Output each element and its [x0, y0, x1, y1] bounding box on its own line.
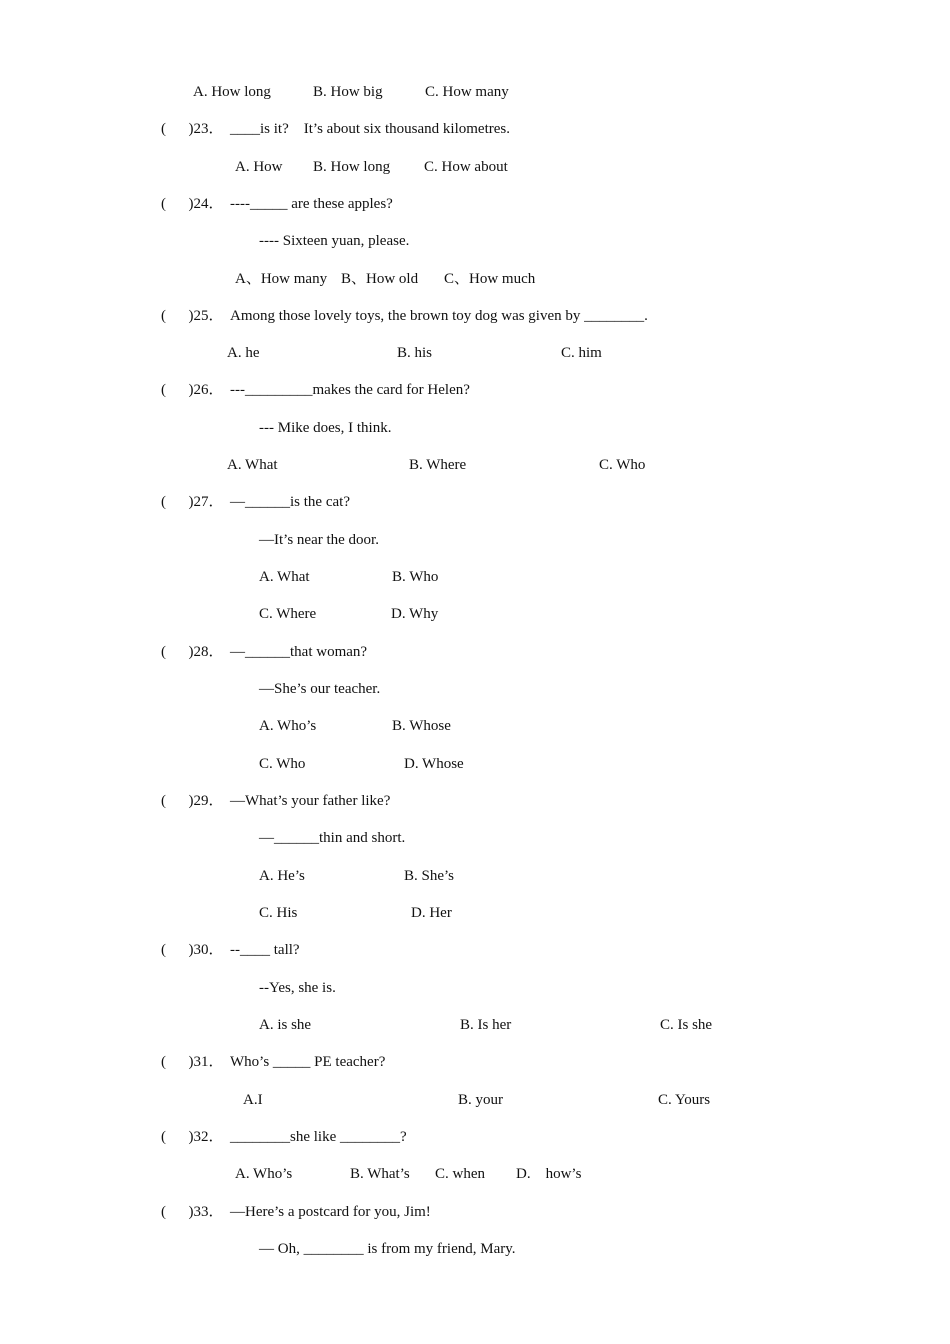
q33-answer-paren: ( )33．	[161, 1204, 224, 1220]
q24-option-b: B、How old	[341, 271, 419, 287]
q32-stem: ________she like ________?	[230, 1129, 407, 1145]
q23-stem: ____is it? It’s about six thousand kilometres.	[230, 121, 510, 137]
q31-stem: Who’s _____ PE teacher?	[230, 1054, 386, 1070]
q33-answer-line: — Oh, ________ is from my friend, Mary.	[259, 1241, 516, 1257]
q26-answer-line: --- Mike does, I think.	[259, 420, 392, 436]
q22-option-c: C. How many	[425, 84, 509, 100]
q23-option-c: C. How about	[424, 159, 508, 175]
q27-stem: —______is the cat?	[230, 494, 350, 510]
q32-option-a: A. Who’s	[235, 1166, 293, 1182]
q27-option-c: C. Where	[259, 606, 317, 622]
q28-option-b: B. Whose	[392, 718, 451, 734]
q28-option-a: A. Who’s	[259, 718, 317, 734]
q22-option-b: B. How big	[313, 84, 383, 100]
q30-answer-paren: ( )30．	[161, 942, 224, 958]
q28-option-c: C. Who	[259, 756, 306, 772]
q28-stem: —______that woman?	[230, 644, 368, 660]
q32-option-c: C. when	[435, 1166, 485, 1182]
q27-option-d: D. Why	[391, 606, 439, 622]
q28-answer-paren: ( )28．	[161, 644, 224, 660]
q25-answer-paren: ( )25．	[161, 308, 224, 324]
q27-answer-paren: ( )27．	[161, 494, 224, 510]
q29-answer-line: —______thin and short.	[259, 830, 406, 846]
q31-option-a: A.I	[243, 1092, 263, 1108]
q24-option-c: C、How much	[444, 271, 536, 287]
q25-option-a: A. he	[227, 345, 260, 361]
q28-answer-line: —She’s our teacher.	[259, 681, 381, 697]
q23-option-a: A. How	[235, 159, 283, 175]
q24-option-a: A、How many	[235, 271, 328, 287]
q24-answer-line: ---- Sixteen yuan, please.	[259, 233, 410, 249]
q22-option-a: A. How long	[193, 84, 271, 100]
q25-stem: Among those lovely toys, the brown toy dog was given by ________.	[230, 308, 648, 324]
q25-option-c: C. him	[561, 345, 602, 361]
q26-option-c: C. Who	[599, 457, 646, 473]
q31-option-b: B. your	[458, 1092, 503, 1108]
q30-option-a: A. is she	[259, 1017, 312, 1033]
q29-answer-paren: ( )29．	[161, 793, 224, 809]
q32-option-b: B. What’s	[350, 1166, 410, 1182]
q30-option-b: B. Is her	[460, 1017, 512, 1033]
q29-stem: —What’s your father like?	[230, 793, 391, 809]
q26-option-a: A. What	[227, 457, 278, 473]
q33-stem: —Here’s a postcard for you, Jim!	[230, 1204, 431, 1220]
q30-option-c: C. Is she	[660, 1017, 713, 1033]
q32-answer-paren: ( )32．	[161, 1129, 224, 1145]
q27-option-b: B. Who	[392, 569, 439, 585]
q30-stem: --____ tall?	[230, 942, 300, 958]
q27-answer-line: —It’s near the door.	[259, 532, 379, 548]
q25-option-b: B. his	[397, 345, 433, 361]
q29-option-a: A. He’s	[259, 868, 305, 884]
q26-stem: ---_________makes the card for Helen?	[230, 382, 470, 398]
q31-answer-paren: ( )31．	[161, 1054, 224, 1070]
q28-option-d: D. Whose	[404, 756, 464, 772]
q30-answer-line: --Yes, she is.	[259, 980, 336, 996]
q32-option-d: D. how’s	[516, 1166, 582, 1182]
q29-option-d: D. Her	[411, 905, 452, 921]
q23-answer-paren: ( )23．	[161, 121, 224, 137]
q29-option-c: C. His	[259, 905, 298, 921]
q31-option-c: C. Yours	[658, 1092, 711, 1108]
q24-answer-paren: ( )24．	[161, 196, 224, 212]
q24-stem: ----_____ are these apples?	[230, 196, 393, 212]
q27-option-a: A. What	[259, 569, 310, 585]
q26-option-b: B. Where	[409, 457, 467, 473]
q23-option-b: B. How long	[313, 159, 391, 175]
q26-answer-paren: ( )26．	[161, 382, 224, 398]
q29-option-b: B. She’s	[404, 868, 455, 884]
